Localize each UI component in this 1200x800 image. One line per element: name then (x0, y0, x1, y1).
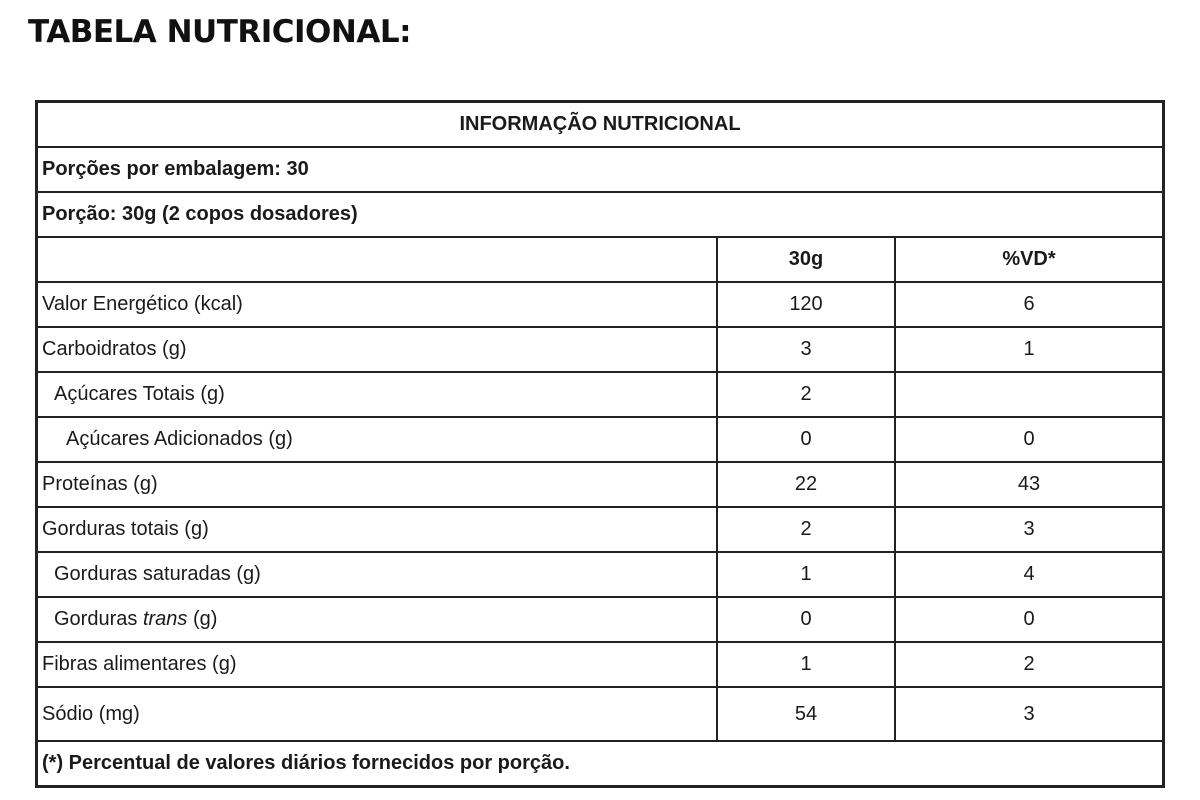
row-daily-value: 0 (895, 597, 1164, 642)
table-row (37, 687, 1164, 741)
nutrition-table (35, 100, 1165, 788)
table-row (37, 597, 1164, 642)
table-row (37, 327, 1164, 372)
row-daily-value: 43 (895, 462, 1164, 507)
table-row (37, 642, 1164, 687)
row-daily-value: 0 (895, 417, 1164, 462)
table-title-row (37, 102, 1164, 148)
row-daily-value: 6 (895, 282, 1164, 327)
row-label: Gorduras saturadas (g) (37, 552, 718, 597)
row-amount: 54 (717, 687, 895, 741)
row-amount: 2 (717, 507, 895, 552)
table-row (37, 282, 1164, 327)
label-suffix: (g) (187, 608, 218, 630)
row-label: Açúcares Adicionados (g) (37, 417, 718, 462)
row-amount: 3 (717, 327, 895, 372)
row-amount: 120 (717, 282, 895, 327)
servings-row (37, 147, 1164, 192)
footnote-row (37, 741, 1164, 787)
serving-size-row (37, 192, 1164, 237)
header-daily-value: %VD* (895, 237, 1164, 282)
row-amount: 1 (717, 642, 895, 687)
serving-size: Porção: 30g (2 copos dosadores) (37, 192, 1164, 237)
row-daily-value: 4 (895, 552, 1164, 597)
row-label: Açúcares Totais (g) (37, 372, 718, 417)
row-amount: 0 (717, 597, 895, 642)
header-amount: 30g (717, 237, 895, 282)
table-title: INFORMAÇÃO NUTRICIONAL (37, 102, 1164, 148)
row-label: Gorduras totais (g) (37, 507, 718, 552)
row-daily-value: 1 (895, 327, 1164, 372)
row-daily-value: 3 (895, 687, 1164, 741)
label-italic: trans (142, 608, 188, 630)
table-row (37, 372, 1164, 417)
header-empty-cell (37, 237, 718, 282)
row-amount: 1 (717, 552, 895, 597)
table-row (37, 552, 1164, 597)
row-label: Fibras alimentares (g) (37, 642, 718, 687)
row-label (37, 597, 718, 642)
table-row (37, 417, 1164, 462)
label-prefix: Gorduras (54, 608, 143, 630)
row-label: Proteínas (g) (37, 462, 718, 507)
table-row (37, 462, 1164, 507)
row-daily-value: 3 (895, 507, 1164, 552)
servings-per-package: Porções por embalagem: 30 (37, 147, 1164, 192)
row-daily-value: 2 (895, 642, 1164, 687)
row-label: Sódio (mg) (37, 687, 718, 741)
row-amount: 22 (717, 462, 895, 507)
header-row (37, 237, 1164, 282)
footnote: (*) Percentual de valores diários fornecidos por porção. (37, 741, 1164, 787)
page-title: TABELA NUTRICIONAL: (28, 14, 411, 50)
row-daily-value (895, 372, 1164, 417)
table-row (37, 507, 1164, 552)
row-label: Carboidratos (g) (37, 327, 718, 372)
row-amount: 2 (717, 372, 895, 417)
row-amount: 0 (717, 417, 895, 462)
row-label: Valor Energético (kcal) (37, 282, 718, 327)
